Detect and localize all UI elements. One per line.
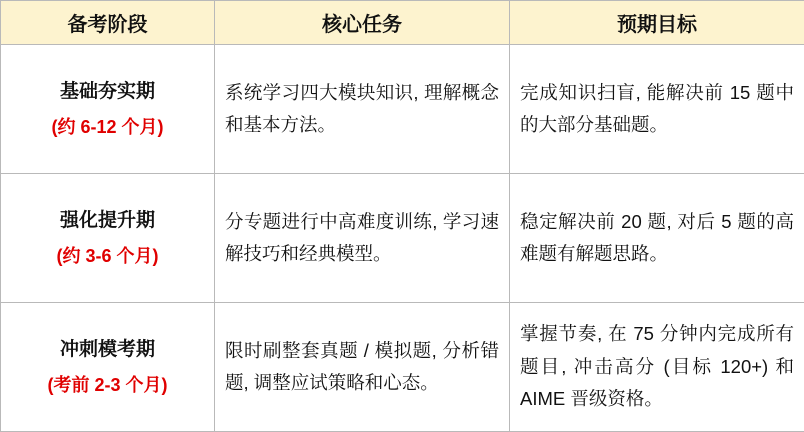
column-header-stage: 备考阶段 <box>1 1 215 45</box>
task-cell: 限时刷整套真题 / 模拟题, 分析错题, 调整应试策略和心态。 <box>215 303 510 432</box>
stage-name: 强化提升期 <box>59 209 155 231</box>
stage-cell <box>1 174 215 303</box>
goal-cell: 完成知识扫盲, 能解决前 15 题中的大部分基础题。 <box>510 45 804 174</box>
task-cell: 分专题进行中高难度训练, 学习速解技巧和经典模型。 <box>215 174 510 303</box>
table-body <box>1 45 804 432</box>
stage-cell <box>1 45 215 174</box>
column-header-task: 核心任务 <box>215 1 510 45</box>
column-header-goal: 预期目标 <box>510 1 804 45</box>
stage-duration: (考前 2-3 个月) <box>47 374 168 395</box>
table-row <box>1 174 804 303</box>
table-row <box>1 303 804 432</box>
goal-cell: 掌握节奏, 在 75 分钟内完成所有题目, 冲击高分 (目标 120+) 和 AIME 晋级资格。 <box>510 303 804 432</box>
table-row <box>1 45 804 174</box>
table-header <box>1 1 804 45</box>
goal-cell: 稳定解决前 20 题, 对后 5 题的高难题有解题思路。 <box>510 174 804 303</box>
stage-duration: (约 3-6 个月) <box>56 245 159 266</box>
stage-name: 冲刺模考期 <box>59 338 155 360</box>
task-cell: 系统学习四大模块知识, 理解概念和基本方法。 <box>215 45 510 174</box>
stage-cell <box>1 303 215 432</box>
stage-duration: (约 6-12 个月) <box>51 116 164 137</box>
table-header-row <box>1 1 804 45</box>
stage-name: 基础夯实期 <box>59 80 155 102</box>
